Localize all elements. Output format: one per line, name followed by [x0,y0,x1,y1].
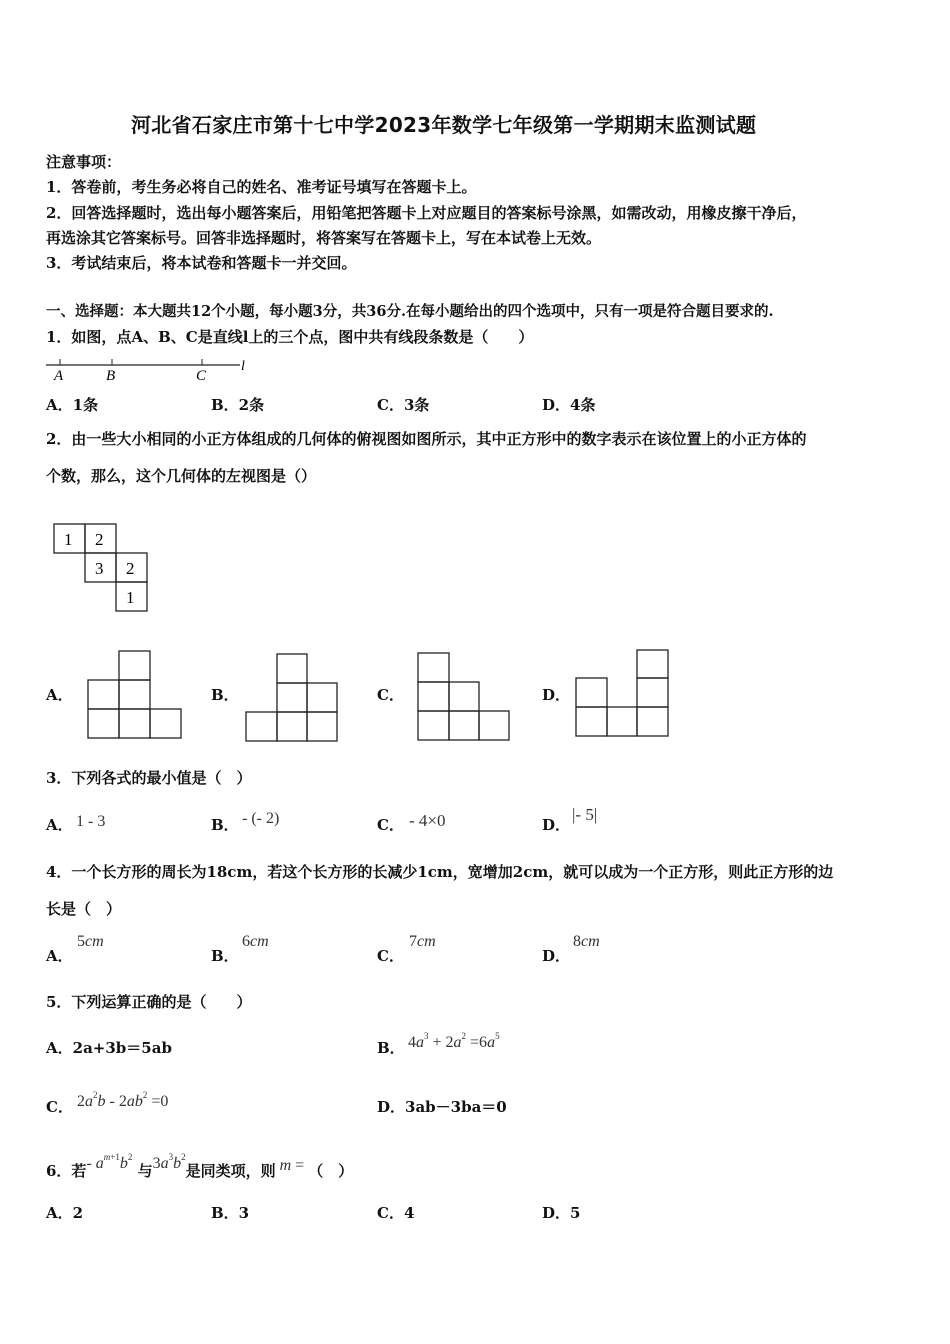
q2-option-d-figure [575,649,671,739]
grid-cell-value: 1 [64,530,73,549]
grid-cell-value: 2 [126,559,135,578]
q3-option-c-expr: - 4×0 [409,811,446,830]
q4-stem-line2: 长是（ ） [46,900,122,918]
q2-option-a-label: A． [46,686,73,704]
q2-option-c-figure [417,652,513,742]
q4-option-d-value: 8cm [573,933,600,950]
notice-heading: 注意事项： [46,153,122,171]
top-view-grid [53,523,153,615]
notice-item: 再选涂其它答案标号。回答非选择题时，将答案写在答题卡上，写在本试卷上无效。 [46,229,602,247]
q6-stem: 6．若- $a^{m+1}b^2$ 与$3a^3b^2$是同类项，则 m = （ ） [46,1152,354,1180]
q2-option-d-label: D． [542,686,571,704]
q5-option-c-label: C． [46,1098,73,1116]
q2-stem-line2: 个数，那么，这个几何体的左视图是（） [46,467,317,485]
q4-option-b-label: B． [211,947,239,965]
q1-stem: 1．如图，点A、B、C是直线l上的三个点，图中共有线段条数是（ ） [46,328,534,346]
q3-option-d-label: D． [542,816,571,834]
q6-option-b: B．3 [211,1204,250,1222]
grid-cell-value: 2 [95,530,104,549]
q1-option-b: B．2条 [211,396,265,414]
q5-option-d: D．3ab－3ba＝0 [377,1098,507,1116]
notice-item: 3．考试结束后，将本试卷和答题卡一并交回。 [46,254,357,272]
q2-option-c-label: C． [377,686,404,704]
q5-option-b-label: B． [377,1039,405,1057]
point-b-label: B [106,368,116,384]
q3-stem: 3．下列各式的最小值是（ ） [46,769,252,787]
q1-line-figure [44,354,254,384]
q2-option-b-figure [245,653,341,743]
q5-option-b-expr: $4a^3 + 2a^2 =6a^5$ [408,1031,500,1051]
q3-option-d-expr: |- 5| [572,805,598,824]
q4-option-c-label: C． [377,947,404,965]
q4-option-c-value: 7cm [409,933,436,950]
section-heading: 一、选择题：本大题共12个小题，每小题3分，共36分.在每小题给出的四个选项中，只有一项是符合题目要求的. [46,303,774,320]
q4-option-a-label: A． [46,947,73,965]
q3-option-b-expr: - (- 2) [242,810,280,827]
grid-cell-value: 3 [95,559,104,578]
notice-item: 2．回答选择题时，选出每小题答案后，用铅笔把答题卡上对应题目的答案标号涂黑，如需改动，用橡皮擦干净后， [46,204,807,222]
q1-option-a: A．1条 [46,396,99,414]
q5-option-c-expr: $2a^2b - 2ab^2 =0$ [77,1090,169,1110]
grid-cell-value: 1 [126,588,135,607]
point-a-label: A [54,368,64,384]
q2-option-b-label: B． [211,686,239,704]
q2-stem-line1: 2．由一些大小相同的小正方体组成的几何体的俯视图如图所示，其中正方形中的数字表示在该位置上的小正方体的 [46,430,807,448]
q4-option-d-label: D． [542,947,571,965]
q1-option-c: C．3条 [377,396,430,414]
q1-option-d: D．4条 [542,396,596,414]
q3-option-a-label: A． [46,816,73,834]
q4-option-a-value: 5cm [77,933,104,950]
q5-option-a: A．2a+3b＝5ab [46,1039,172,1057]
line-l-label: l [241,359,245,374]
q4-option-b-value: 6cm [242,933,269,950]
q4-stem-line1: 4．一个长方形的周长为18cm，若这个长方形的长减少1cm，宽增加2cm，就可以成为一个正方形，则此正方形的边 [46,863,834,881]
q6-option-d: D．5 [542,1204,581,1222]
q3-option-b-label: B． [211,816,239,834]
q5-stem: 5．下列运算正确的是（ ） [46,993,252,1011]
page-title: 河北省石家庄市第十七中学2023年数学七年级第一学期期末监测试题 [131,113,757,137]
q3-option-a-expr: 1 - 3 [76,813,106,830]
q6-option-c: C．4 [377,1204,415,1222]
point-c-label: C [196,368,207,384]
q2-option-a-figure [87,650,183,740]
q3-option-c-label: C． [377,816,404,834]
q6-option-a: A．2 [46,1204,84,1222]
notice-item: 1．答卷前，考生务必将自己的姓名、准考证号填写在答题卡上。 [46,178,477,196]
